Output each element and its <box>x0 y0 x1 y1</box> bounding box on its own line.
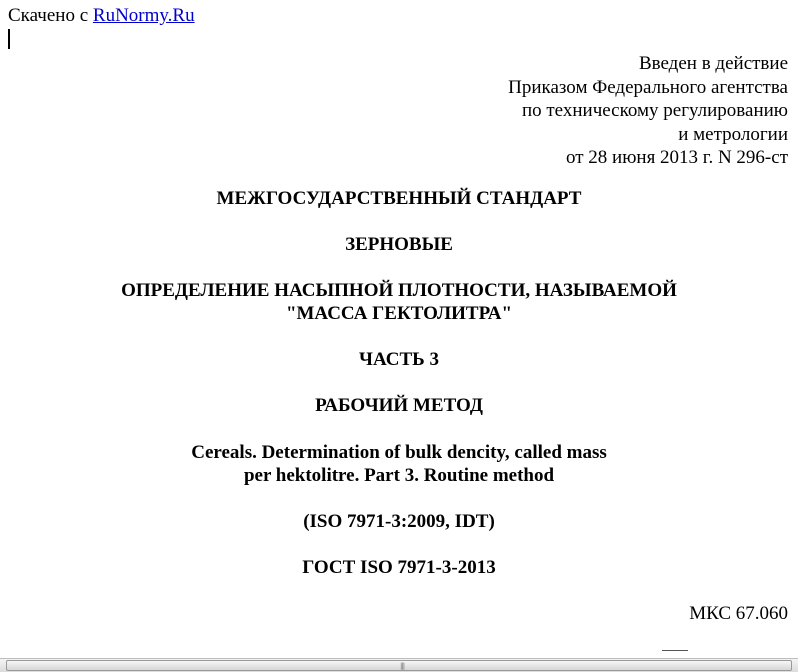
method-heading <box>0 394 798 417</box>
determination-line-2: "МАССА ГЕКТОЛИТРА" <box>285 303 513 324</box>
subject-text: ЗЕРНОВЫЕ <box>345 234 453 255</box>
mks-code: МКС 67.060 <box>689 603 788 624</box>
determination-line-1: ОПРЕДЕЛЕНИЕ НАСЫПНОЙ ПЛОТНОСТИ, НАЗЫВАЕМОЙ <box>121 280 677 301</box>
enactment-line: по техническому регулированию <box>521 100 788 121</box>
standard-type-text: МЕЖГОСУДАРСТВЕННЫЙ СТАНДАРТ <box>216 188 582 209</box>
english-title-line-1: Cereals. Determination of bulk dencity, called mass <box>191 442 607 463</box>
scrollbar-grip-icon: ||| <box>400 662 405 670</box>
subject-heading <box>0 233 798 256</box>
standard-type-heading <box>0 187 798 210</box>
iso-reference-text: (ISO 7971-3:2009, IDT) <box>303 511 495 532</box>
part-text: ЧАСТЬ 3 <box>359 349 439 370</box>
source-line <box>8 5 195 27</box>
scrollbar-thumb[interactable] <box>6 660 792 671</box>
english-title <box>0 441 798 487</box>
determination-heading <box>0 279 798 325</box>
horizontal-scrollbar[interactable] <box>0 658 798 672</box>
method-text: РАБОЧИЙ МЕТОД <box>315 395 483 416</box>
iso-reference <box>0 510 798 533</box>
part-heading <box>0 348 798 371</box>
english-title-line-2: per hektolitre. Part 3. Routine method <box>243 465 555 486</box>
enactment-line: Приказом Федерального агентства <box>508 76 788 98</box>
enactment-line: Введен в действие <box>638 53 788 74</box>
gost-number <box>0 556 798 579</box>
clipped-glyph <box>662 650 688 653</box>
gost-number-text: ГОСТ ISO 7971-3-2013 <box>302 557 496 578</box>
source-prefix: Скачено с <box>8 5 93 26</box>
runormy-link[interactable]: RuNormy.Ru <box>92 5 195 26</box>
text-cursor <box>8 29 10 49</box>
enactment-line: и метрологии <box>678 123 788 145</box>
enactment-block <box>508 52 788 170</box>
enactment-line: от 28 июня 2013 г. N 296-ст <box>565 147 788 168</box>
